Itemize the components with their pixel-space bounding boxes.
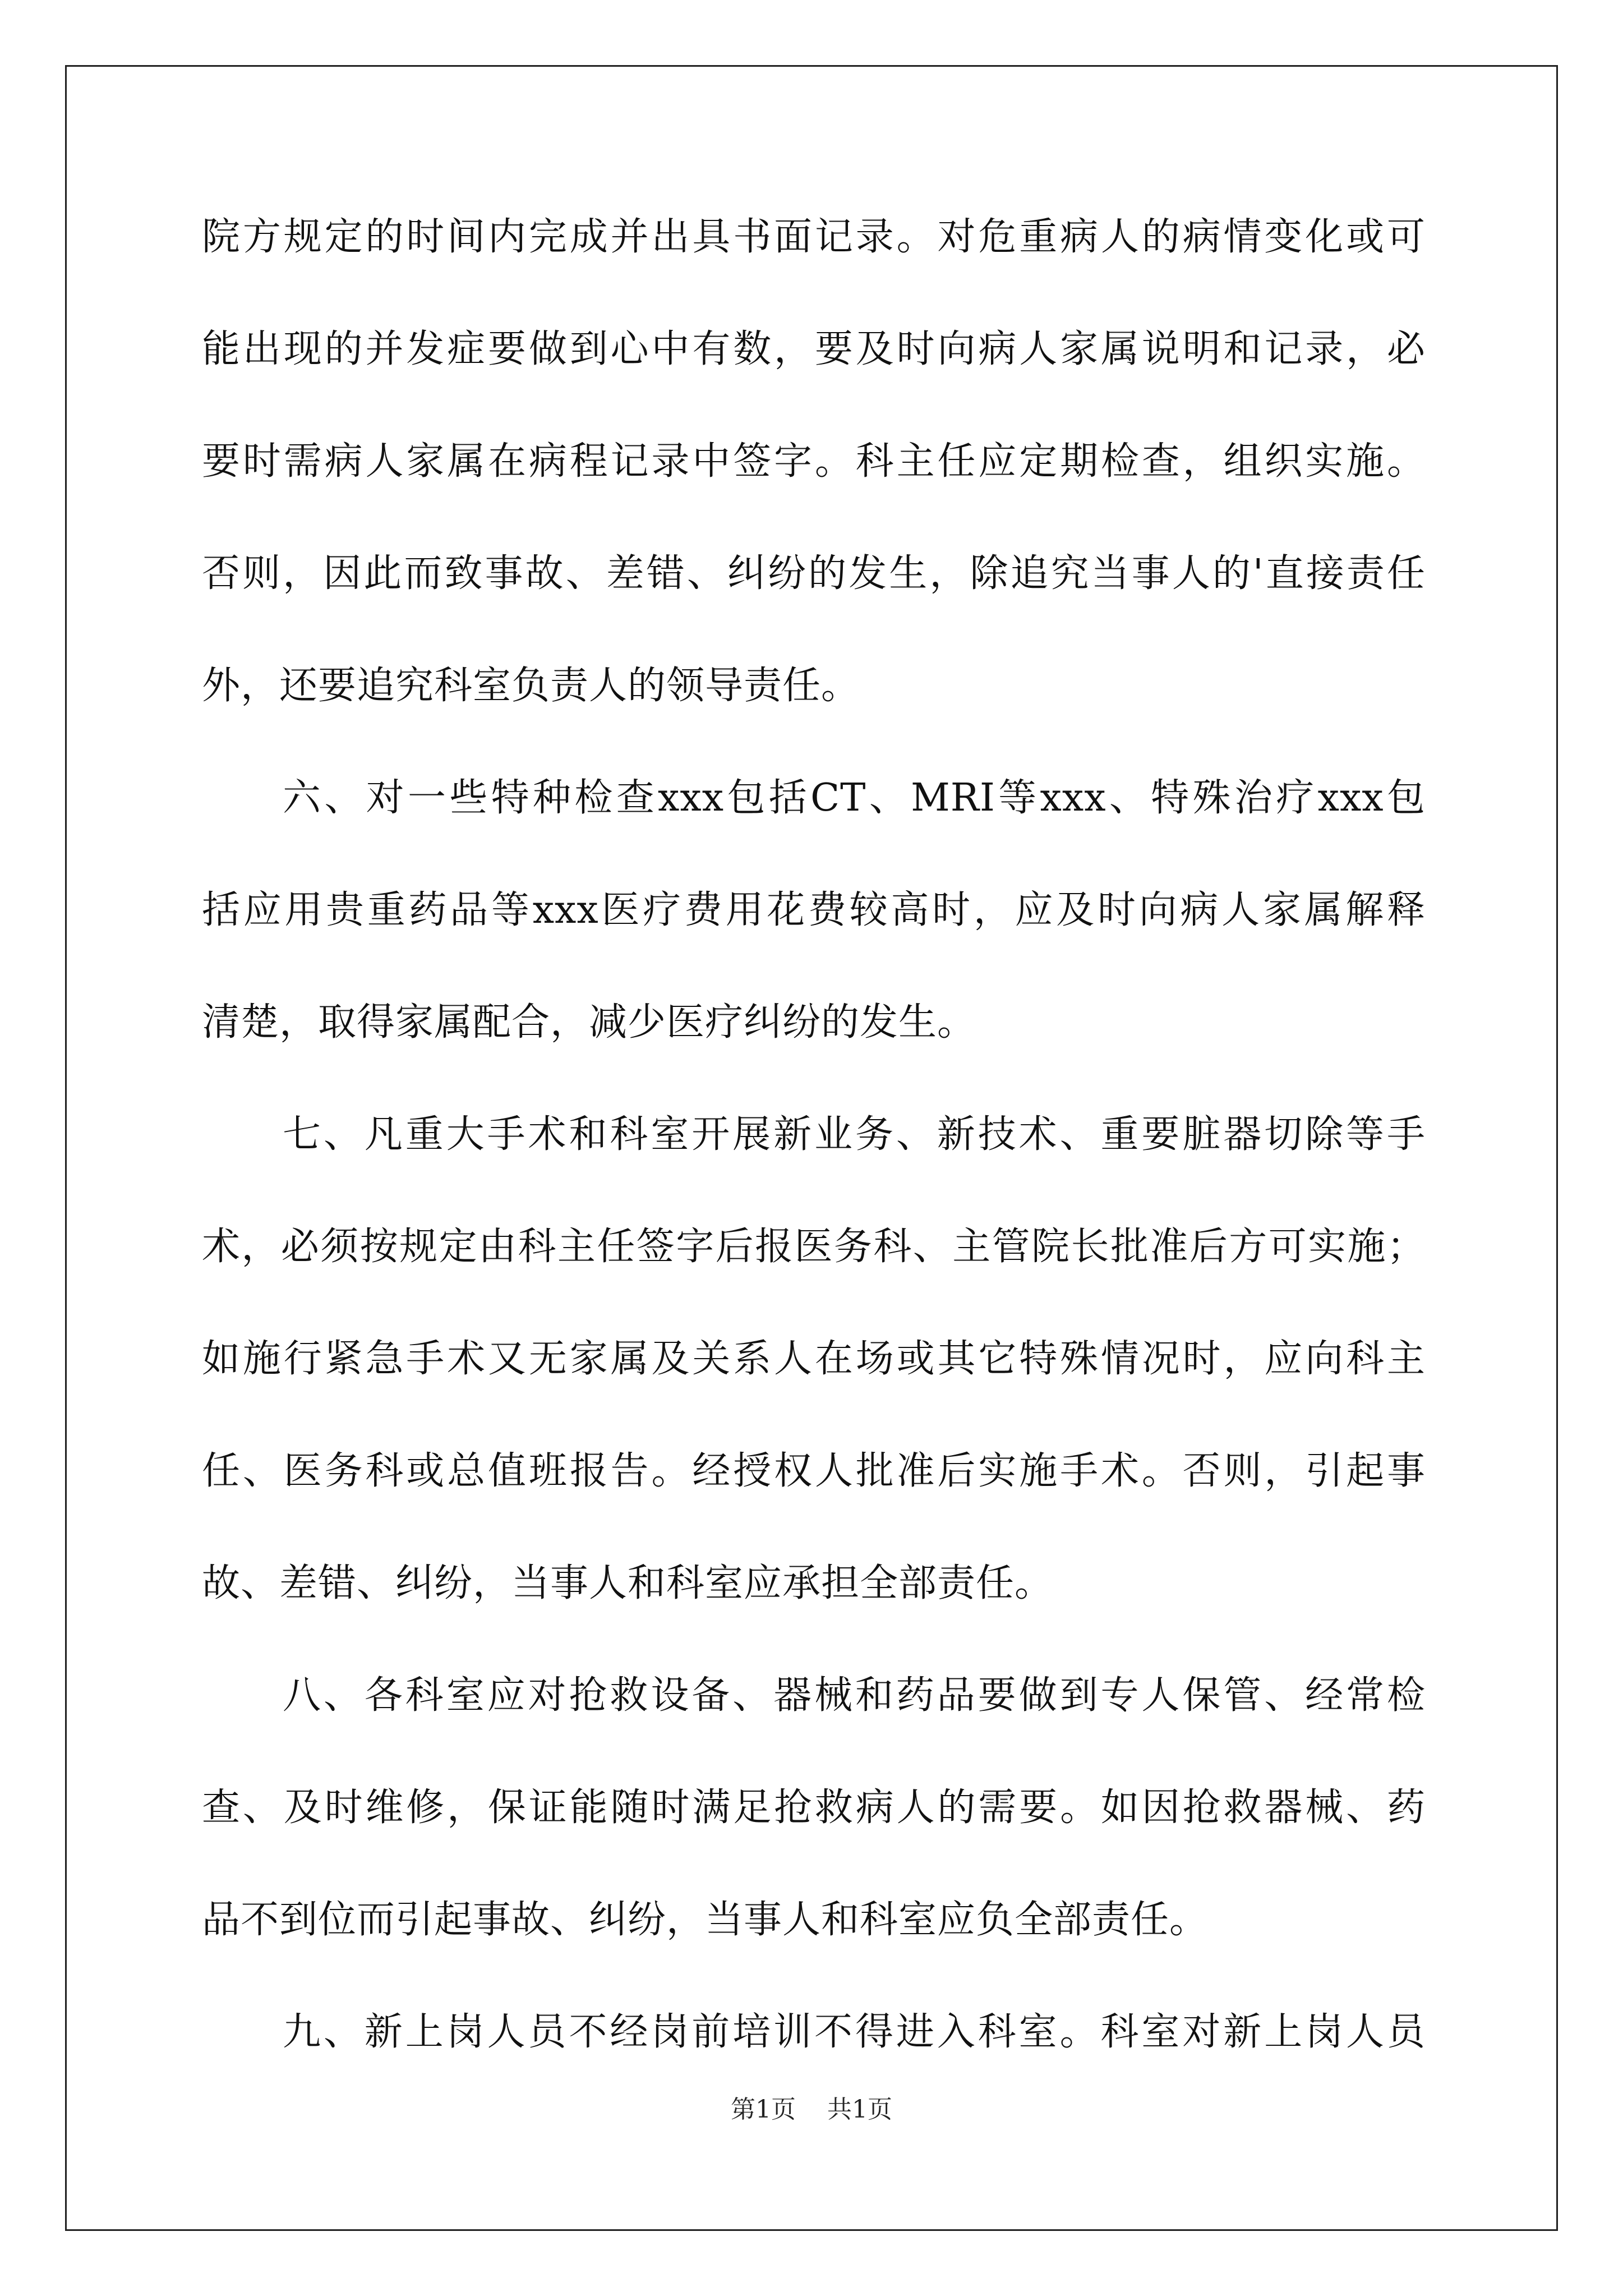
paragraph-first-line: 九、新上岗人员不经岗前培训不得进入科室。科室对新上岗人员: [283, 2010, 1426, 2054]
text-line: 能出现的并发症要做到心中有数，要及时向病人家属说明和记录，必: [202, 327, 1426, 371]
text-line: 清楚，取得家属配合，减少医疗纠纷的发生。: [202, 1000, 976, 1045]
page-total: 共1页: [827, 2095, 892, 2124]
text-line: 查、及时维修，保证能随时满足抢救病人的需要。如因抢救器械、药: [202, 1786, 1426, 1830]
text-line: 括应用贵重药品等xxx医疗费用花费较高时，应及时向病人家属解释: [202, 888, 1426, 932]
text-line: 外，还要追究科室负责人的领导责任。: [202, 664, 860, 708]
page-number: 第1页: [731, 2095, 796, 2124]
text-line: 故、差错、纠纷，当事人和科室应承担全部责任。: [202, 1561, 1054, 1605]
text-line: 品不到位而引起事故、纠纷，当事人和科室应负全部责任。: [202, 1898, 1209, 1942]
paragraph-first-line: 七、凡重大手术和科室开展新业务、新技术、重要脏器切除等手: [283, 1112, 1426, 1157]
text-line: 术，必须按规定由科主任签字后报医务科、主管院长批准后方可实施；: [202, 1225, 1426, 1269]
text-line: 院方规定的时间内完成并出具书面记录。对危重病人的病情变化或可: [202, 215, 1426, 259]
text-line: 要时需病人家属在病程记录中签字。科主任应定期检查，组织实施。: [202, 439, 1426, 484]
text-line: 如施行紧急手术又无家属及关系人在场或其它特殊情况时，应向科主: [202, 1337, 1426, 1381]
paragraph-first-line: 八、各科室应对抢救设备、器械和药品要做到专人保管、经常检: [283, 1673, 1426, 1718]
paragraph-first-line: 六、对一些特种检查xxx包括CT、MRI等xxx、特殊治疗xxx包: [283, 776, 1426, 820]
text-line: 任、医务科或总值班报告。经授权人批准后实施手术。否则，引起事: [202, 1449, 1426, 1493]
page-footer: [0, 2094, 1623, 2125]
text-line: 否则，因此而致事故、差错、纠纷的发生，除追究当事人的'直接责任: [202, 551, 1426, 596]
